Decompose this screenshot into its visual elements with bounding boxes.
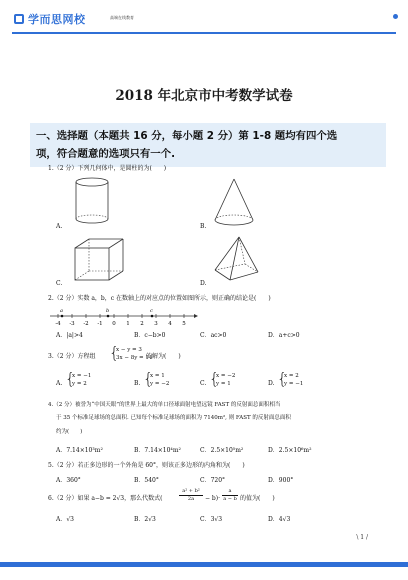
- question-2-option-a: A．|a|>4: [56, 332, 83, 339]
- fraction-2-numerator: a: [222, 488, 238, 496]
- pyramid-figure: [212, 234, 262, 284]
- tick-label: -4: [55, 321, 61, 327]
- question-6-option-a: A．√3: [56, 516, 74, 523]
- question-6-fraction-1: [179, 488, 203, 503]
- question-6-text-post: 的值为( ): [240, 495, 275, 502]
- question-3-option-c-letter: C.: [200, 380, 207, 387]
- fraction-1-denominator: 2a: [187, 496, 195, 502]
- question-3-option-b-letter: B.: [134, 380, 141, 387]
- question-4-line3: 约为( ): [56, 429, 83, 435]
- option-line: y = −2: [150, 381, 170, 387]
- question-1-option-b: B.: [200, 223, 207, 230]
- tick-label: -1: [97, 321, 103, 327]
- question-6-option-d: D．4√3: [268, 516, 291, 523]
- cube-figure: [72, 236, 126, 284]
- question-4-line2: 于 35 个标准足球场的总面积. 已知每个标准足球场的面积为 7140m², 则 FAST 的反射面总面积: [56, 415, 291, 421]
- question-4-line1: 4.（2 分）被誉为“中国天眼”的世界上最大的单口径球面射电望远镜 FAST 的反射面总面积相当: [48, 402, 281, 408]
- question-3-option-a: [72, 372, 91, 388]
- question-1-option-c: C.: [56, 280, 63, 287]
- question-3-system-eq2: 3x − 8y = 14: [116, 355, 153, 361]
- option-line: x = 2: [284, 373, 299, 379]
- question-2-text: 2.（2 分）实数 a，b，c 在数轴上的对应点的位置如图所示，则正确的结论是( ): [48, 295, 271, 302]
- option-line: x = −1: [72, 373, 92, 379]
- tick-label: 4: [168, 321, 172, 327]
- question-1-text: 1.（2 分）下列几何体中，是圆柱的为( ): [48, 165, 167, 172]
- question-5-option-c: C．720°: [200, 477, 226, 484]
- tick-label: 0: [112, 321, 116, 327]
- section-heading-line1: 一、选择题（本题共 16 分，每小题 2 分）第 1-8 题均有四个选: [36, 130, 338, 142]
- label-c: c: [150, 308, 153, 314]
- tick-label: -3: [69, 321, 75, 327]
- page-title: 2018 年北京市中考数学试卷: [115, 88, 293, 104]
- option-line: y = 1: [216, 381, 231, 387]
- question-6-option-b: B．2√3: [134, 516, 156, 523]
- question-3-option-b: [150, 372, 169, 388]
- question-4-option-d: D．2.5×10⁶m²: [268, 447, 312, 454]
- question-2-option-b: B．c−b>0: [134, 332, 166, 339]
- page-number: \ 1 /: [356, 534, 368, 541]
- question-5-text: 5.（2 分）若正多边形的一个外角是 60°，则该正多边形的内角和为( ): [48, 462, 245, 469]
- question-6-text-pre: 6.（2 分）如果 a−b = 2√3，那么代数式(: [48, 495, 163, 502]
- option-c-brace: {: [209, 369, 220, 388]
- section-heading-line2: 项，符合题意的选项只有一个.: [36, 148, 176, 160]
- option-line: x = 1: [150, 373, 165, 379]
- footer-bar: [0, 562, 408, 567]
- fraction-1-numerator: a² + b²: [179, 488, 203, 496]
- section-heading: [36, 127, 386, 163]
- question-3-system-brace: {: [109, 343, 120, 362]
- option-d-brace: {: [277, 369, 288, 388]
- question-5-option-b: B．540°: [134, 477, 159, 484]
- question-4-option-c: C．2.5×10⁵m²: [200, 447, 244, 454]
- question-3-system-eq1: x − y = 3: [116, 347, 142, 353]
- tick-label: 3: [154, 321, 158, 327]
- label-b: b: [106, 308, 110, 314]
- fraction-2-denominator: a − b: [223, 496, 237, 502]
- question-3-option-c: [216, 372, 235, 388]
- question-6-text-mid: − b)·: [205, 495, 221, 502]
- logo-icon: [14, 14, 24, 24]
- question-3-option-d: [284, 372, 303, 388]
- tick-label: 1: [126, 321, 130, 327]
- cone-figure: [212, 176, 256, 228]
- question-2-option-c: C．ac>0: [200, 332, 227, 339]
- question-6-fraction-2: [222, 488, 238, 503]
- question-4-option-b: B．7.14×10⁴m²: [134, 447, 181, 454]
- point-c-marker: [151, 315, 154, 318]
- tick-label: 2: [140, 321, 144, 327]
- label-a: a: [60, 308, 63, 314]
- question-5-option-a: A．360°: [56, 477, 81, 484]
- point-b-marker: [107, 315, 110, 318]
- point-a-marker: [61, 315, 64, 318]
- option-line: y = 2: [72, 381, 87, 387]
- option-a-brace: {: [65, 369, 76, 388]
- question-2-option-d: D．a+c>0: [268, 332, 300, 339]
- option-b-brace: {: [143, 369, 154, 388]
- question-3-text-pre: 3.（2 分）方程组: [48, 353, 96, 360]
- question-3-text-post: 的解为( ): [146, 353, 181, 360]
- tick-label: 5: [182, 321, 186, 327]
- logo-subtitle: 高端在线教育: [110, 15, 134, 20]
- option-line: y = −1: [284, 381, 304, 387]
- question-3-option-d-letter: D.: [268, 380, 275, 387]
- question-1-option-d: D.: [200, 280, 207, 287]
- question-4-option-a: A．7.14×10³m²: [56, 447, 103, 454]
- header-dot-icon: [393, 14, 398, 19]
- cylinder-figure: [72, 176, 112, 226]
- option-line: x = −2: [216, 373, 236, 379]
- header-divider: [12, 32, 396, 34]
- logo-text: 学而思网校: [28, 13, 86, 26]
- tick-label: -2: [83, 321, 89, 327]
- question-5-option-d: D．900°: [268, 477, 294, 484]
- number-line-figure: [48, 307, 198, 329]
- question-1-option-a: A.: [56, 223, 63, 230]
- question-3-option-a-letter: A.: [56, 380, 63, 387]
- page-header: [0, 0, 408, 44]
- question-6-option-c: C．3√3: [200, 516, 223, 523]
